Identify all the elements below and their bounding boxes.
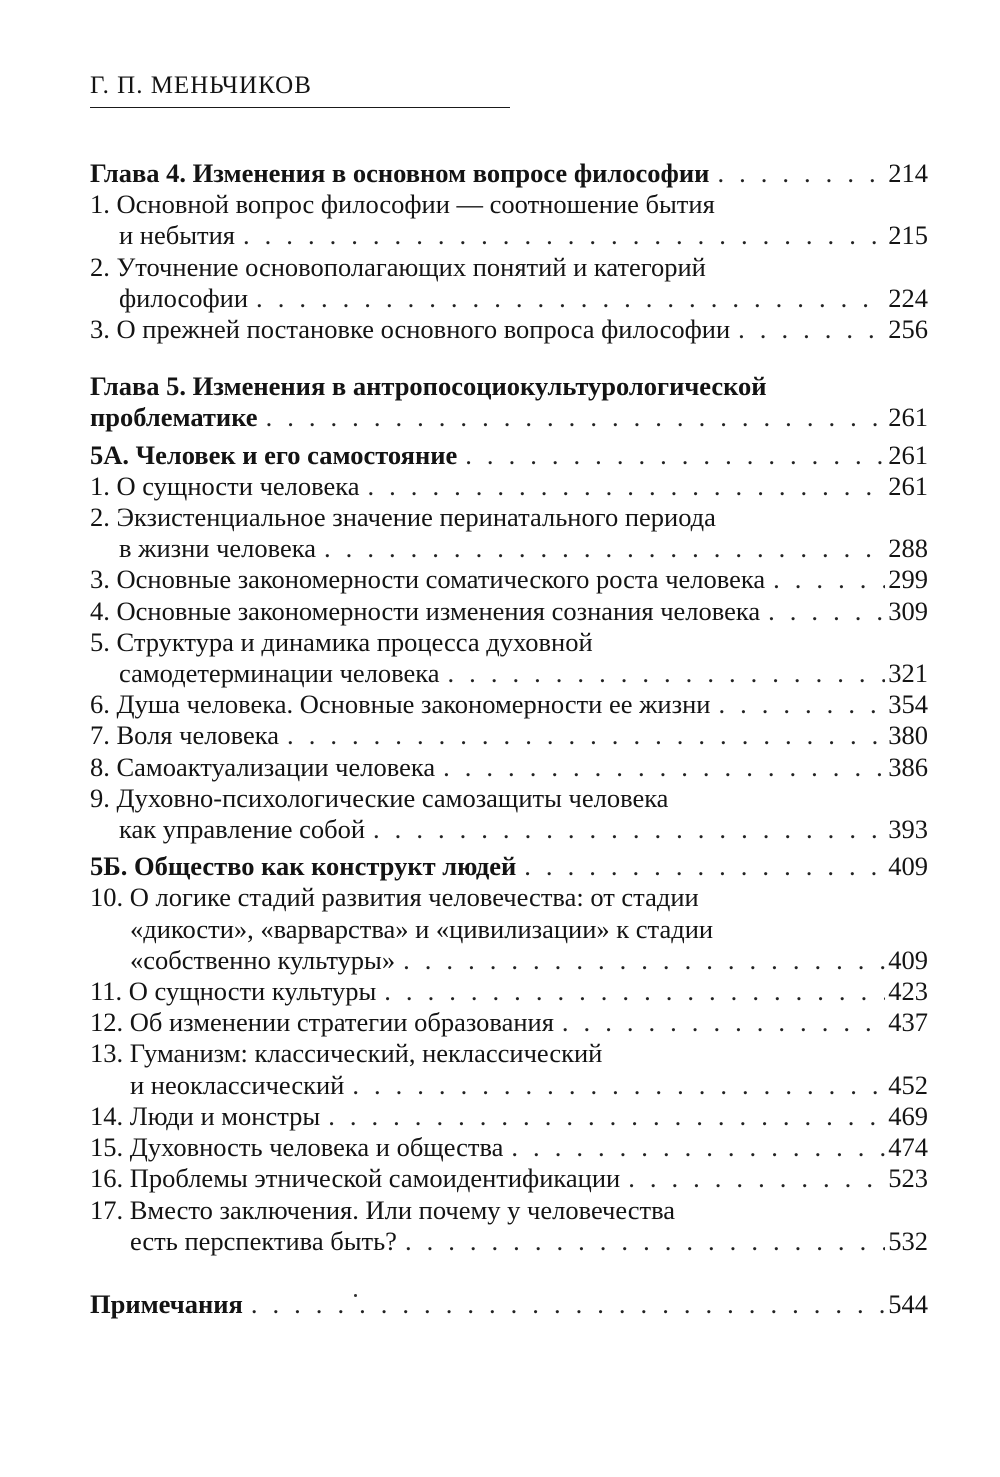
dot-leader <box>368 471 886 502</box>
toc-entry-title: 6. Душа человека. Основные закономерности ее жизни <box>90 689 711 720</box>
dot-leader <box>465 440 885 471</box>
toc-page-number: 523 <box>888 1163 928 1194</box>
toc-page-number: 532 <box>888 1225 928 1256</box>
dot-leader <box>352 1070 885 1101</box>
toc-page-number: 354 <box>888 689 928 720</box>
toc-entry-title: 2. Экзистенциальное значение перинатального периода <box>90 502 716 533</box>
toc-entry-title: 3. Основные закономерности соматического роста человека <box>90 564 766 595</box>
toc-entry-title: 5Б. Общество как конструкт людей <box>90 851 517 882</box>
toc-entry-title: 15. Духовность человека и общества <box>90 1132 504 1163</box>
dot-leader <box>287 720 885 751</box>
toc-page-number: 380 <box>888 720 928 751</box>
dot-leader <box>405 1226 885 1257</box>
toc-entry-5-4 <box>90 596 928 627</box>
toc-entry-5-5 <box>90 627 928 689</box>
toc-entry-title: 12. Об изменении стратегии образования <box>90 1007 554 1038</box>
dot-leader <box>562 1007 885 1038</box>
toc-page-number: 256 <box>888 314 928 345</box>
toc-entry-5-6 <box>90 689 928 720</box>
toc-section-5a <box>90 440 928 471</box>
toc-entry-5-10 <box>90 882 928 976</box>
toc-page-number: 474 <box>888 1132 928 1163</box>
toc-entry-title: 14. Люди и монстры <box>90 1100 321 1131</box>
toc-entry-title: Примечания <box>90 1288 243 1319</box>
dot-leader <box>384 976 885 1007</box>
toc-entry-4-2 <box>90 252 928 314</box>
toc-entry-title: 3. О прежней постановке основного вопроса философии <box>90 314 731 345</box>
dot-leader <box>403 945 885 976</box>
toc-page-number: 214 <box>888 158 928 188</box>
toc-entry-5-3 <box>90 564 928 595</box>
toc-entry-title: 13. Гуманизм: классический, неклассический <box>90 1038 603 1069</box>
toc-entry-title: 8. Самоактуализации человека <box>90 751 436 782</box>
toc-entry-title-cont: и небытия <box>119 220 235 251</box>
toc-page-number: 215 <box>888 220 928 251</box>
toc-entry-title: Глава 4. Изменения в основном вопросе философии <box>90 158 710 188</box>
toc-entry-title-cont: есть перспектива быть? <box>130 1225 397 1256</box>
toc-notes <box>90 1289 928 1320</box>
dot-leader <box>628 1163 885 1194</box>
header-rule <box>90 107 510 108</box>
toc-entry-title: 5А. Человек и его самостояние <box>90 439 458 470</box>
toc-page-number: 423 <box>888 976 928 1007</box>
running-head: Г. П. МЕНЬЧИКОВ <box>90 72 312 99</box>
toc-page-number: 224 <box>888 282 928 313</box>
dot-leader <box>448 658 886 689</box>
toc-entry-5-13 <box>90 1038 928 1100</box>
toc-entry-title-cont: «собственно культуры» <box>130 944 396 975</box>
dot-leader <box>443 752 885 783</box>
toc-page-number: 321 <box>888 658 928 689</box>
toc-entry-title: 2. Уточнение основополагающих понятий и категорий <box>90 251 706 282</box>
toc-page-number: 393 <box>888 814 928 845</box>
toc-entry-5-11 <box>90 976 928 1007</box>
toc-entry-5-8 <box>90 752 928 783</box>
toc-entry-title: 7. Воля человека <box>90 720 280 751</box>
toc-page-number: 288 <box>888 533 928 564</box>
toc-entry-5-15 <box>90 1132 928 1163</box>
dot-leader <box>256 283 885 314</box>
dot-leader <box>717 158 885 189</box>
toc-entry-5-16 <box>90 1163 928 1194</box>
dot-leader <box>524 851 885 882</box>
toc-entry-5-1 <box>90 471 928 502</box>
dot-leader <box>251 1289 885 1320</box>
table-of-contents <box>90 158 928 1320</box>
toc-entry-title-cont: в жизни человека <box>119 533 317 564</box>
dot-leader <box>328 1101 885 1132</box>
toc-page-number: 437 <box>888 1007 928 1038</box>
toc-page-number: 409 <box>888 851 928 882</box>
toc-entry-title: 9. Духовно-психологические самозащиты человека <box>90 782 669 813</box>
toc-entry-title: 16. Проблемы этнической самоидентификации <box>90 1163 621 1194</box>
toc-entry-4-3 <box>90 314 928 345</box>
toc-entry-5-14 <box>90 1101 928 1132</box>
toc-entry-5-7 <box>90 720 928 751</box>
toc-entry-title-cont: как управление собой <box>119 814 366 845</box>
print-speck <box>354 1294 357 1297</box>
toc-entry-title-cont: и неоклассический <box>130 1069 345 1100</box>
dot-leader <box>773 564 885 595</box>
toc-page-number: 261 <box>888 470 928 501</box>
toc-entry-title: 11. О сущности культуры <box>90 976 377 1007</box>
toc-section-5b <box>90 851 928 882</box>
toc-page-number: 261 <box>888 439 928 470</box>
toc-entry-title: 5. Структура и динамика процесса духовной <box>90 626 593 657</box>
dot-leader <box>266 402 886 433</box>
toc-page-number: 452 <box>888 1069 928 1100</box>
toc-page-number: 386 <box>888 751 928 782</box>
dot-leader <box>511 1132 885 1163</box>
dot-leader <box>373 814 885 845</box>
toc-chapter-5 <box>90 371 928 433</box>
toc-entry-title-cont: проблематике <box>90 402 258 433</box>
toc-page-number: 469 <box>888 1100 928 1131</box>
toc-entry-title: 1. Основной вопрос философии — соотношение бытия <box>90 189 715 220</box>
toc-page-number: 544 <box>888 1288 928 1319</box>
toc-page-number: 409 <box>888 944 928 975</box>
toc-page-number: 299 <box>888 564 928 595</box>
toc-entry-title: 10. О логике стадий развития человечества: от стадии <box>90 882 699 913</box>
dot-leader <box>324 533 885 564</box>
toc-page-number: 261 <box>888 402 928 433</box>
toc-entry-5-17 <box>90 1195 928 1257</box>
toc-entry-5-2 <box>90 502 928 564</box>
toc-entry-title-cont: «дикости», «варварства» и «цивилизации» к стадии <box>130 913 714 944</box>
toc-entry-title-cont: самодетерминации человека <box>119 658 440 689</box>
toc-entry-title-cont: философии <box>119 282 249 313</box>
toc-page-number: 309 <box>888 595 928 626</box>
toc-entry-title: 4. Основные закономерности изменения сознания человека <box>90 595 761 626</box>
dot-leader <box>718 689 885 720</box>
toc-entry-title: 1. О сущности человека <box>90 470 360 501</box>
toc-entry-title: Глава 5. Изменения в антропосоциокультурологической <box>90 371 767 402</box>
toc-entry-4-1 <box>90 189 928 251</box>
toc-entry-5-12 <box>90 1007 928 1038</box>
toc-entry-title: 17. Вместо заключения. Или почему у человечества <box>90 1194 676 1225</box>
toc-chapter-4 <box>90 158 928 189</box>
dot-leader <box>768 596 885 627</box>
dot-leader <box>243 220 885 251</box>
toc-entry-5-9 <box>90 783 928 845</box>
dot-leader <box>738 314 885 345</box>
